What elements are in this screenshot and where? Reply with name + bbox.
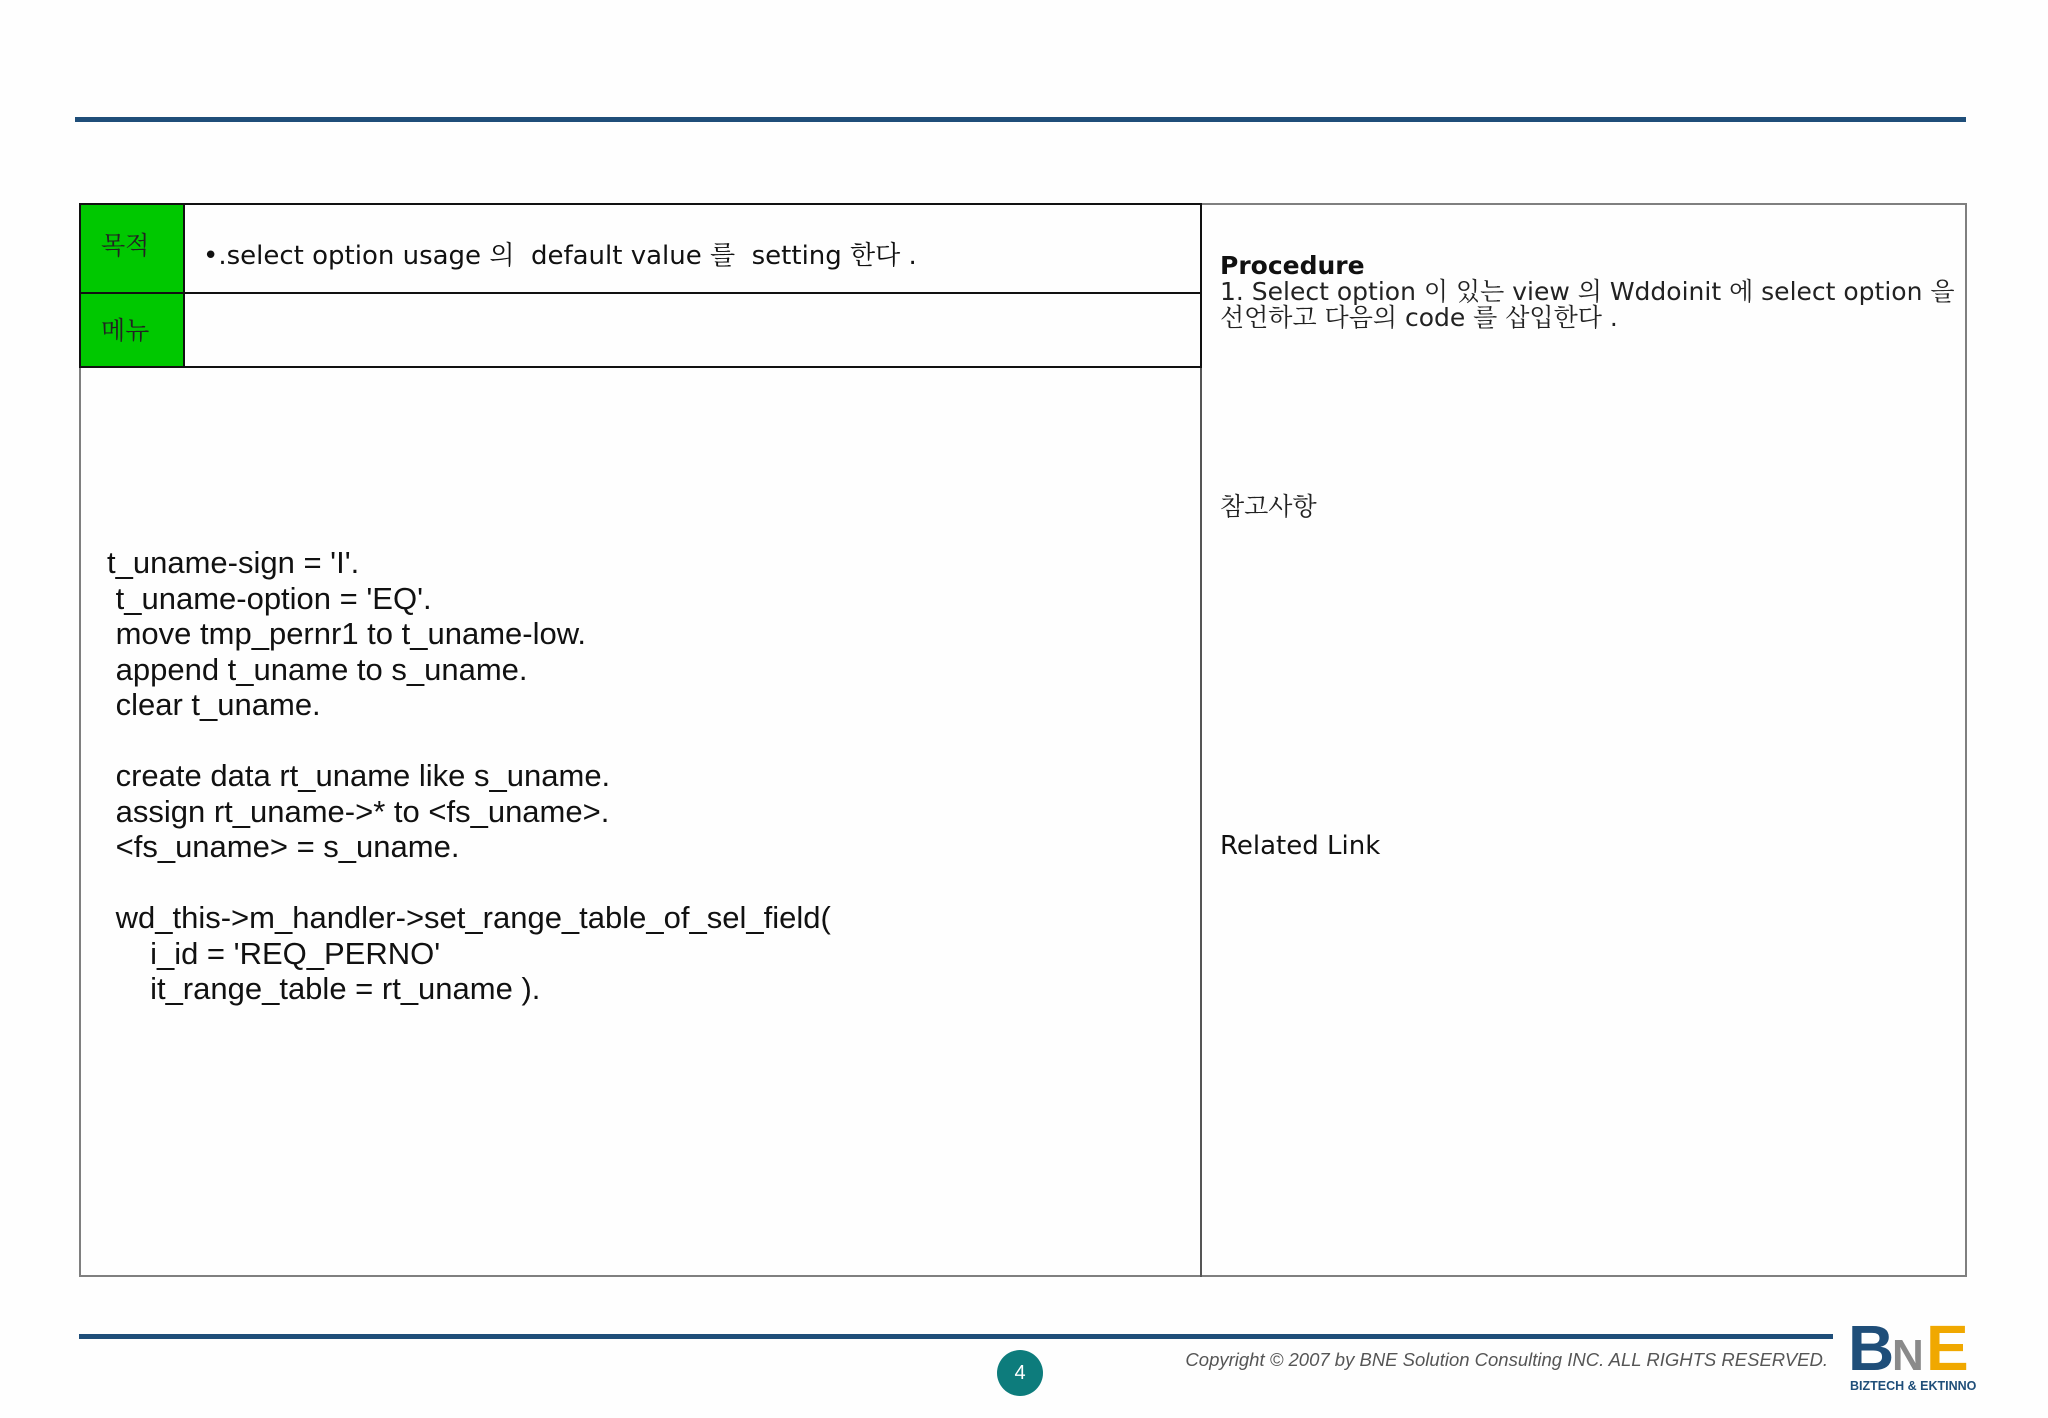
logo-letter-b: B — [1848, 1312, 1895, 1384]
bne-logo — [1846, 1310, 2006, 1394]
page-number-badge: 4 — [997, 1350, 1043, 1396]
procedure-title: Procedure — [1220, 251, 1365, 280]
logo-letter-e: E — [1926, 1312, 1969, 1384]
menu-label: 메뉴 — [81, 294, 185, 366]
purpose-label: 목적 — [81, 205, 185, 292]
purpose-value: •.select option usage 의 default value 를 setting 한다 . — [203, 241, 917, 271]
notes-title: 참고사항 — [1220, 492, 1317, 521]
logo-letter-n: N — [1892, 1331, 1924, 1380]
menu-row — [81, 294, 1200, 366]
related-link-title: Related Link — [1220, 831, 1381, 861]
copyright-text: Copyright © 2007 by BNE Solution Consulting INC. ALL RIGHTS RESERVED. — [1185, 1349, 1828, 1370]
procedure-step: 1. Select option 이 있는 view 의 Wddoinit 에 select option 을 선언하고 다음의 code 를 삽입한다 . — [1220, 277, 1955, 332]
code-snippet: t_uname-sign = 'I'. t_uname-option = 'EQ'. move tmp_pernr1 to t_uname-low. append t_uname to s_uname. clear t_uname. create data rt_uname like s_uname. assign rt_uname->* to <fs_uname>. <fs_uname> = s_uname. wd_this->m_handler->set_range_table_of_sel_field( i_id = 'REQ_PERNO' it_range_table = rt_uname ). — [107, 545, 831, 1006]
footer-rule — [79, 1334, 1833, 1339]
logo-tagline: BIZTECH & EKTINNO — [1850, 1379, 1977, 1393]
menu-value — [185, 294, 1200, 366]
purpose-row — [81, 205, 1200, 294]
header-rule — [75, 117, 1966, 122]
right-panel — [1202, 203, 1967, 1277]
info-table — [79, 203, 1202, 368]
